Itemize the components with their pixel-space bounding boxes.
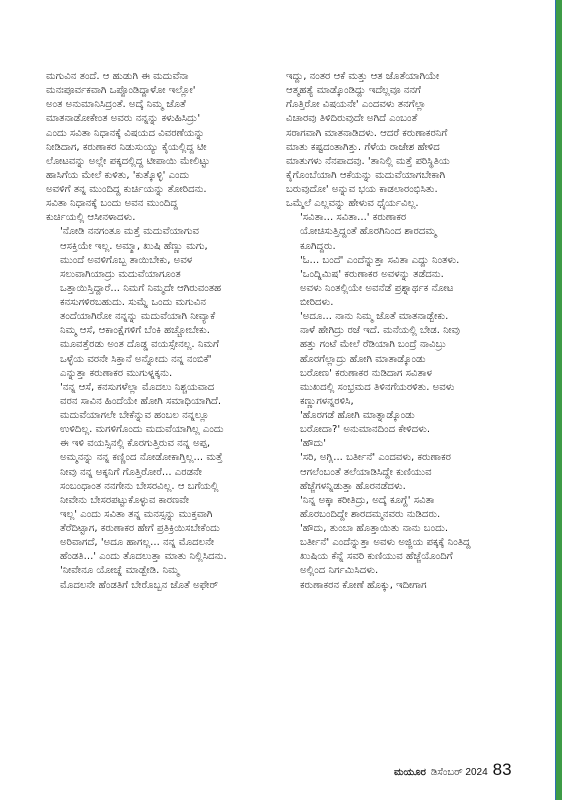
text-line: ಕರುಣಾಕರನ ಕೋಣೆ ಹೊಕ್ಕು, ಇದೀಗಾಗ	[300, 579, 427, 591]
text-line: ಕೈಗೊಂಬೆಯಾಗಿ ಆಕೆಯನ್ನು ಮದುವೆಯಾಗಬೇಕಾಗಿ	[286, 169, 446, 181]
text-line: ಅಂತ ಅನುಮಾನಿಸಿದ್ರಂತೆ. ಅದ್ಕೆ ನಿಮ್ಮ ಜೊತೆ	[46, 99, 186, 111]
text-line: ಮದುವೆಯಾಗಲೇ ಬೇಕೆನ್ನುವ ಹಂಬಲ ನನ್ನಲ್ಲೂ	[60, 410, 209, 421]
text-line: ಖುಷಿಯ ಕೆನ್ನೆ ಸವರಿ ಕುಣಿಯುವ ಹೆಜ್ಜೆಯೊಂದಿಗೆ	[300, 551, 453, 563]
paragraph	[286, 409, 518, 437]
paragraph	[286, 310, 518, 409]
text-line: ಹೊರಗೆಲ್ಲಾದ್ರು ಹೋಗಿ ಮಾತಾಡ್ಕೊಂಡು	[300, 353, 426, 365]
paragraph	[46, 564, 278, 592]
text-line: ಅವಳಿಗೆ ತನ್ನ ಮುಂದಿದ್ದ ಕುರ್ಚಿಯನ್ನು ತೋರಿದನು.	[46, 184, 207, 195]
paragraph	[286, 522, 518, 579]
text-line: ಅವಳು ನಿಂತಲ್ಲಿಯೇ ಅವನೆಡೆ ಪ್ರಶ್ನಾರ್ಥಕ ನೋಟ	[300, 282, 454, 294]
text-line: ಮಾತನಾಡೋಕೇಂತ ಅವರು ನನ್ನನ್ನು ಕಳುಹಿಸಿದ್ರು'	[46, 113, 201, 125]
text-line: ಹೆಜ್ಜೆಗಳನ್ನಿಡುತ್ತಾ ಹೊರನಡೆದಳು.	[300, 480, 406, 492]
text-line: ಹತ್ತು ಗಂಟೆ ಮೇಲೆ ರೆಡಿಯಾಗಿ ಬಂದ್ರೆ ನಾವಿಬ್ರು	[300, 339, 447, 351]
issue-date: ಡಿಸೆಂಬರ್ 2024	[430, 767, 488, 778]
text-line: ಸವಿತಾ ನಿಧಾನಕ್ಕೆ ಬಂದು ಅವನ ಮುಂದಿದ್ದ	[46, 198, 178, 210]
text-line: ಈ ಇಳಿ ವಯಸ್ಸಿನಲ್ಲಿ ಕೊರಗುತ್ತಿರುವ ನನ್ನ ಅಪ್ಪ,	[60, 438, 211, 450]
paragraph	[286, 437, 518, 451]
paragraph	[286, 579, 518, 593]
text-line: 'ಓ... ಬಂದೆ' ಎಂದೆನ್ನುತ್ತಾ ಸವಿತಾ ಎದ್ದು ನಿಂತಳು.	[300, 254, 460, 266]
text-line: ನೀವೇನು ಬೇಸರಪಟ್ಟುಕೊಳ್ಳುವ ಕಾರಣವೇ	[60, 494, 190, 506]
text-line: ಅಮ್ಮನನ್ನು ನನ್ನ ಕಣ್ಣಿಂದ ನೋಡೋಕಾಗ್ತಿಲ್ಲ... ಮತ್ತೆ	[60, 452, 223, 464]
text-line: ಕುರ್ಚಿಯಲ್ಲಿ ಆಸೀನಳಾದಳು.	[46, 212, 136, 224]
text-line: ಕನಸುಗಳಿರಬಹುದು. ಸುಮ್ನೆ ಒಂದು ಮಗುವಿನ	[60, 297, 206, 308]
text-line: 'ನಿನ್ನ ಅಕ್ಕಾ ಕರೀತಿದ್ರು, ಅದ್ಕೆ ಕೂಗ್ದೆ' ಸವಿತಾ	[300, 494, 435, 506]
text-line: ನಾಳೆ ಹೇಗಿದ್ರು ರಜೆ ಇದೆ. ಮನೆಯಲ್ಲಿ ಬೇಡ. ನೀವು	[300, 325, 460, 337]
text-line: ಉಳಿದಿಲ್ಲ. ಮಗಳಿಗೊಂದು ಮದುವೆಯಾಗಿಲ್ಲ ಎಂದು	[60, 424, 224, 436]
text-line: ನೀವು ನನ್ನ ಅಕ್ಕನಿಗೆ ಗೊತ್ತಿರೋರೆ... ಎರಡನೇ	[60, 466, 202, 478]
text-line: ನಿಮ್ಮ ಆಸೆ, ಆಕಾಂಕ್ಷೆಗಳಿಗೆ ಬೆಂಕಿ ಹಚ್ಚೋಬೇಕು.	[60, 325, 210, 337]
text-line: ನೀಡಿದಾಗ, ಕರುಣಾಕರ ನಿಡುಸುಯ್ಯು ಕೈಯಲ್ಲಿದ್ದ ಟೀ	[46, 141, 207, 153]
text-line: ಬೀರಿದಳು.	[300, 297, 334, 308]
paragraph	[46, 225, 278, 380]
text-line: 'ನನ್ನ ಆಸೆ, ಕನಸುಗಳೆಲ್ಲಾ ಮೊದಲು ನಿಶ್ಚಯವಾದ	[60, 381, 215, 393]
text-line: ವಿಚಾರವು ತಿಳಿದಿರುವುದೇ ಅಗಿದೆ ಎಂಬಂತೆ	[286, 113, 418, 125]
text-line: ಮಾತುಗಳು ನೆನಪಾದವು. 'ತಾನಿಲ್ಲಿ ಮತ್ತೆ ಪರಿಸ್ಥಿತಿಯ	[286, 155, 450, 167]
text-line: ಮನಃಪೂರ್ವಕವಾಗಿ ಒಪ್ಪೊಂಡಿದ್ದಾಳೋ ಇಲ್ಲೋ'	[46, 85, 196, 97]
text-line: ಯೋಚಿಸುತ್ತಿದ್ದಂತೆ ಹೊರಗಿನಿಂದ ಶಾರದಮ್ಮ	[300, 226, 437, 238]
page-number: 83	[492, 760, 512, 779]
text-line: 'ಹೊರಗಡೆ ಹೋಗಿ ಮಾತ್ನಾಡ್ಕೊಂಡು	[300, 410, 415, 421]
text-line: ಇದ್ದು, ನಂತರ ಆಕೆ ಮತ್ತು ಆತ ಜೊತೆಯಾಗಿಯೇ	[286, 71, 440, 82]
text-line: ಮಾತು ಕಷ್ಟದಂತಾಗಿತ್ತು. ಗೆಳೆಯ ರಾಜೇಶ ಹೇಳಿದ	[286, 141, 440, 153]
magazine-name: ಮಯೂರ	[394, 767, 426, 778]
text-line: ಬರೋಣ' ಕರುಣಾಕರ ನುಡಿದಾಗ ಸವಿತಾಳ	[300, 367, 432, 379]
text-line: ಅರಿವಾಗದೆ, 'ಅದೂ ಹಾಗಲ್ಲ... ನನ್ನ ಮೊದಲನೇ	[60, 537, 215, 549]
text-line: 'ನೀವೇನೂ ಯೋಚ್ನೆ ಮಾಡ್ಬೇಡಿ. ನಿಮ್ಮ	[60, 565, 180, 577]
text-line: ತಂದೆಯಾಗಿರೋ ನನ್ನನ್ನು ಮದುವೆಯಾಗಿ ನೀವ್ಯಾಕೆ	[60, 311, 216, 323]
text-line: ಮೊದಲನೇ ಹೆಂಡತಿಗೆ ಬೇರೊಬ್ಬನ ಜೊತೆ ಅಫೇರ್	[60, 579, 219, 591]
text-line: ಆಸಕ್ತಿಯೇ ಇಲ್ಲ. ಅಮ್ಮಾ, ಖುಷಿ ಹೆಣ್ಣು ಮಗು,	[60, 240, 208, 252]
text-line: ಕೂಗಿದ್ದರು.	[300, 240, 336, 252]
text-line: ಆತ್ಮಹತ್ಯೆ ಮಾಡ್ಕೊಂಡಿದ್ದು ಇದೆಲ್ಲವೂ ನನಗೆ	[286, 85, 421, 97]
paragraph	[286, 254, 518, 268]
right-text-column	[286, 70, 518, 593]
paragraph	[286, 451, 518, 493]
paragraph	[286, 211, 518, 253]
page-footer	[394, 760, 512, 780]
paragraph	[286, 494, 518, 522]
text-line: 'ಅದೂ... ನಾನು ನಿಮ್ಮ ಜೊತೆ ಮಾತನಾಡ್ಬೇಕು.	[300, 311, 449, 323]
text-line: ಒಮ್ಮೆಲೆ ಎಲ್ಲವನ್ನು ಹೇಳುವ ಧೈರ್ಯವಿಲ್ಲ.	[286, 198, 419, 210]
paragraph	[286, 70, 518, 211]
text-line: ತೆರೆದಿಟ್ಟಾಗ, ಕರುಣಾಕರ ಹೇಗೆ ಪ್ರತಿಕ್ರಿಯಿಸಬೇಕೆಂದು	[60, 523, 220, 534]
text-line: ಮಗುವಿನ ತಂದೆ. ಆ ಹುಡುಗಿ ಈ ಮದುವೆನಾ	[46, 71, 189, 82]
text-line: ಬರ್ತೀನೆ' ಎಂದೆನ್ನುತ್ತಾ ಅವಳು ಅಜ್ಜಿಯ ಪಕ್ಕಕ್ಕೆ ನಿಂತಿದ್ದ	[300, 537, 471, 549]
text-line: ಸಲುವಾಗಿಯಾದ್ರು ಮದುವೆಯಾಗೂಂತ	[60, 268, 181, 280]
text-line: ಹೆಂಡತಿ...' ಎಂದು ತೊದಲುತ್ತಾ ಮಾತು ನಿಲ್ಲಿಸಿದನು.	[60, 551, 227, 563]
text-line: ಎನ್ನುತ್ತಾ ಕರುಣಾಕರ ಮುಗುಳ್ನಕ್ಕನು.	[60, 367, 173, 379]
paragraph	[286, 268, 518, 310]
left-text-column	[46, 70, 278, 593]
text-line: 'ಒಂದ್ನಿಮಿಷ' ಕರುಣಾಕರ ಅವಳನ್ನು ತಡೆದನು.	[300, 268, 444, 280]
text-line: 'ನೋಡಿ ನನಗಂತೂ ಮತ್ತೆ ಮದುವೆಯಾಗುವ	[60, 226, 200, 238]
text-line: ಹಾಸಿಗೆಯ ಮೇಲೆ ಕುಳಿತು, 'ಕುತ್ಕೊಳ್ಳಿ' ಎಂದು	[46, 169, 190, 181]
text-line: ಬರುವುದೋ' ಅನ್ನುವ ಭಯ ಕಾಡಲಾರಂಭಿಸಿತು.	[286, 184, 438, 195]
text-line: ಒತ್ತಾಯಿಸ್ತಿದ್ದಾರೆ... ನಿಮಗೆ ನಿಮ್ಮದೇ ಆಗಿರುವಂತಹ	[60, 282, 222, 294]
text-line: ಮುಖದಲ್ಲಿ ಸಂಭ್ರಮದ ತಿಳಿನಗೆಯರಳಿತು. ಅವಳು	[300, 381, 455, 393]
text-line: ಕಣ್ಣುಗಳನ್ನರಳಿಸಿ,	[300, 395, 354, 407]
text-line: ಅಲ್ಲಿಂದ ನಿರ್ಗಮಿಸಿದಳು.	[300, 565, 379, 577]
text-line: ಬರೋದಾ?' ಅನುಮಾನದಿಂದ ಕೇಳಿದಳು.	[300, 424, 431, 436]
text-line: ಸರಾಗವಾಗಿ ಮಾತನಾಡಿದಳು. ಆದರೆ ಕರುಣಾಕರನಿಗೆ	[286, 127, 448, 139]
text-line: ಎಂದು ಸವಿತಾ ನಿಧಾನಕ್ಕೆ ವಿಷಯದ ವಿವರಣೆಯನ್ನು	[46, 127, 205, 139]
page-edge-green-stripe	[556, 0, 562, 800]
paragraph	[46, 381, 278, 565]
text-line: 'ಸರಿ, ಅಗ್ಲಿ... ಬರ್ತೀನೆ' ಎಂದವಳು, ಕರುಣಾಕರ	[300, 452, 451, 464]
text-line: ಸಂಬಂಧಾಂತ ನನಗೇನು ಬೇಸರವಿಲ್ಲ. ಆ ಬಗೆಯಲ್ಲಿ	[60, 480, 219, 492]
text-line: ಮೂವತ್ತೆರಡು ಅಂತ ದೊಡ್ಡ ವಯಸ್ಸೇನಲ್ಲ. ನಿಮಗೆ	[60, 339, 219, 351]
paragraph	[46, 70, 278, 225]
text-line: ಹೊರಬಂದಿದ್ದೇ ಶಾರದಮ್ಮನವರು ನುಡಿದರು.	[300, 508, 441, 520]
text-line: ಒಳ್ಳೆಯ ವರನೇ ಸಿಕ್ತಾನೆ ಅನ್ನೋದು ನನ್ನ ನಂಬಿಕೆ'	[60, 353, 212, 365]
text-line: ಲೋಟವನ್ನು ಅಲ್ಲೇ ಪಕ್ಕದಲ್ಲಿದ್ದ ಟೀಪಾಯಿ ಮೇಲಿಟ್ಟು	[46, 155, 210, 167]
text-line: 'ಹೌದು'	[300, 438, 327, 450]
text-line: ವರನ ಸಾವಿನ ಹಿಂದೆಯೇ ಹೋಗಿ ಸಮಾಧಿಯಾಗಿದೆ.	[60, 395, 222, 407]
text-line: ಇಲ್ಲ' ಎಂದು ಸವಿತಾ ತನ್ನ ಮನಸ್ಸನ್ನು ಮುಕ್ತವಾಗಿ	[60, 508, 213, 520]
text-line: ಆಗಲೆಂಬಂತೆ ತಲೆಯಾಡಿಸಿದ್ದೇ ಕುಣಿಯುವ	[300, 466, 432, 478]
text-line: ಗೊತ್ತಿರೋ ವಿಷಯನೇ' ಎಂದವಳು ತನಗೆಲ್ಲಾ	[286, 99, 426, 111]
text-line: 'ಹೌದು, ತುಂಬಾ ಹೊತ್ತಾಯಿತು ನಾನು ಬಂದು.	[300, 523, 449, 534]
text-line: 'ಸವಿತಾ... ಸವಿತಾ...' ಕರುಣಾಕರ	[300, 212, 407, 224]
text-line: ಮುಂದೆ ಅವಳಿಗೊಬ್ಬ ತಾಯಿಬೇಕು, ಅವಳ	[60, 254, 193, 266]
